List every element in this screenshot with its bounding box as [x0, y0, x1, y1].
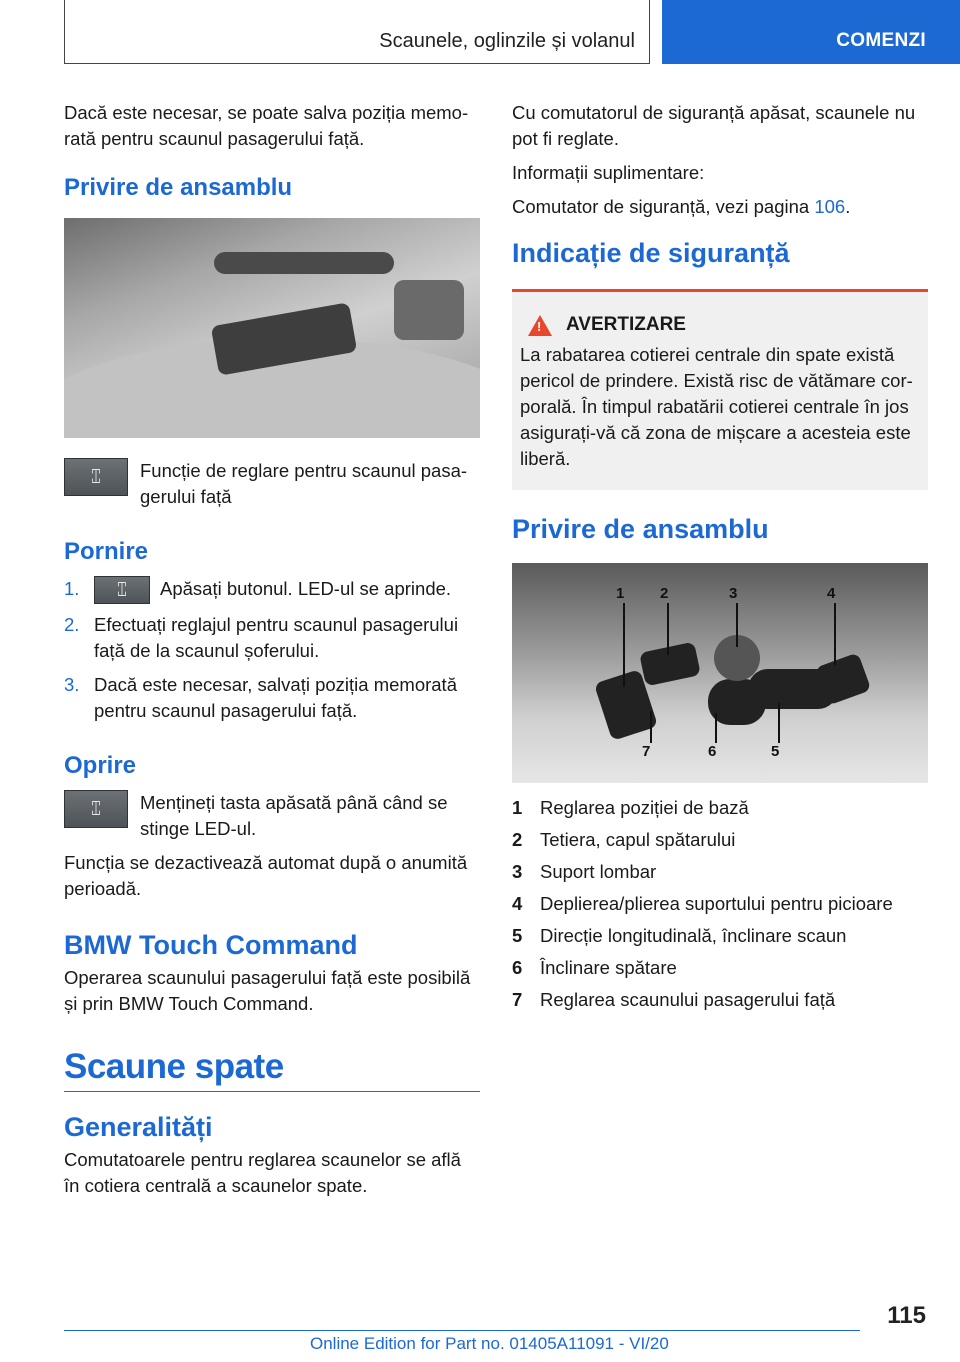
footer-divider [64, 1330, 860, 1331]
stop-heading: Oprire [64, 752, 137, 779]
legend-item: 5 Direcție longitudinală, înclinare scaun [512, 925, 847, 946]
intro-text: Dacă este necesar, se poate salva poziția memo-rată pentru scaunul pasagerului față. [64, 102, 469, 149]
chapter-title: COMENZI [836, 30, 926, 51]
warning-text: La rabatarea cotierei centrale din spate există pericol de prindere. Există risc de vătămare cor-porală. În timpul rabatării cotierei centrale în jos asigurați-vă că zona de mișcare a acesteia este liberă. [520, 344, 913, 469]
door-panel-photo [64, 218, 480, 438]
switch-shape [639, 642, 701, 687]
safety-switch-text: Cu comutatorul de siguranță apăsat, scaunele nu pot fi reglate. [512, 102, 916, 149]
safety-heading: Indicație de siguranță [512, 238, 790, 268]
passenger-seat-button-icon: ⑄ [64, 458, 128, 496]
passenger-seat-button-icon: ⑄ [94, 576, 150, 604]
step-2 [64, 612, 480, 664]
stop-text: Mențineți tasta apăsată până când se stinge LED-ul. [140, 792, 448, 839]
chapter-tab[interactable] [662, 0, 960, 64]
step-text: Apăsați butonul. LED-ul se aprinde. [160, 578, 452, 599]
general-heading: Generalități [64, 1112, 213, 1142]
start-heading: Pornire [64, 538, 149, 565]
touch-command-text: Operarea scaunului pasagerului față este posibilă și prin BMW Touch Command. [64, 967, 471, 1014]
step-number: 1. [64, 578, 80, 599]
section-header [64, 0, 650, 64]
callout-line [736, 603, 738, 647]
touch-command-heading: BMW Touch Command [64, 930, 358, 960]
callout-label: 4 [827, 585, 836, 602]
callout-label: 2 [660, 585, 669, 602]
legend-item: 3 Suport lombar [512, 861, 657, 882]
section-title: Scaunele, oglinzile și volanul [379, 30, 635, 52]
more-info-label: Informații suplimentare: [512, 162, 705, 183]
general-text: Comutatoarele pentru reglarea scaunelor se află în cotiera centrală a scaunelor spate. [64, 1149, 461, 1196]
callout-label: 6 [708, 743, 717, 760]
step-3 [64, 672, 480, 724]
callout-label: 1 [616, 585, 625, 602]
callout-line [715, 713, 717, 743]
step-text: Efectuați reglajul pentru scaunul pasagerului față de la scaunul șoferului. [94, 614, 459, 661]
reference-text: Comutator de siguranță, vezi pagina 106. [512, 196, 851, 217]
door-handle-shape [214, 252, 394, 274]
step-number: 2. [64, 614, 80, 635]
warning-title: AVERTIZARE [566, 314, 686, 335]
page-number: 115 [887, 1302, 926, 1329]
callout-line [778, 703, 780, 743]
warning-title-row [520, 314, 920, 336]
auto-off-text: Funcția se dezactivează automat după o anumită perioadă. [64, 852, 468, 899]
callout-label: 3 [729, 585, 738, 602]
seat-control-shape [394, 280, 464, 340]
right-column [512, 100, 928, 1019]
callout-label: 5 [771, 743, 780, 760]
legend-item: 6 Înclinare spătare [512, 957, 677, 978]
rear-seats-heading: Scaune spate [64, 1047, 480, 1092]
function-label: Funcție de reglare pentru scaunul pasa-gerului față [140, 460, 468, 507]
callout-line [834, 603, 836, 665]
function-row [64, 458, 480, 510]
legend-item: 2 Tetiera, capul spătarului [512, 829, 736, 850]
step-text: Dacă este necesar, salvați poziția memorată pentru scaunul pasagerului față. [94, 674, 457, 721]
stop-row [64, 790, 480, 842]
callout-line [650, 711, 652, 743]
step-1 [64, 576, 480, 604]
warning-triangle-icon [528, 315, 552, 336]
callout-line [667, 603, 669, 655]
left-column [64, 100, 480, 1207]
step-number: 3. [64, 674, 80, 695]
warning-box [512, 289, 928, 490]
passenger-seat-button-icon: ⑄ [64, 790, 128, 828]
overview-heading-right: Privire de ansamblu [512, 514, 769, 544]
legend-item: 7 Reglarea scaunului pasagerului față [512, 989, 836, 1010]
rear-seat-switch-photo [512, 563, 928, 783]
callout-label: 7 [642, 743, 651, 760]
footer-edition: Online Edition for Part no. 01405A11091 - VI/20 [310, 1334, 669, 1353]
legend-item: 4 Deplierea/plierea suportului pentru picioare [512, 893, 893, 914]
callout-line [623, 603, 625, 687]
legend-item: 1 Reglarea poziției de bază [512, 797, 749, 818]
page-link[interactable]: 106 [814, 196, 846, 217]
legend-list [512, 795, 928, 1013]
overview-heading: Privire de ansamblu [64, 174, 293, 201]
